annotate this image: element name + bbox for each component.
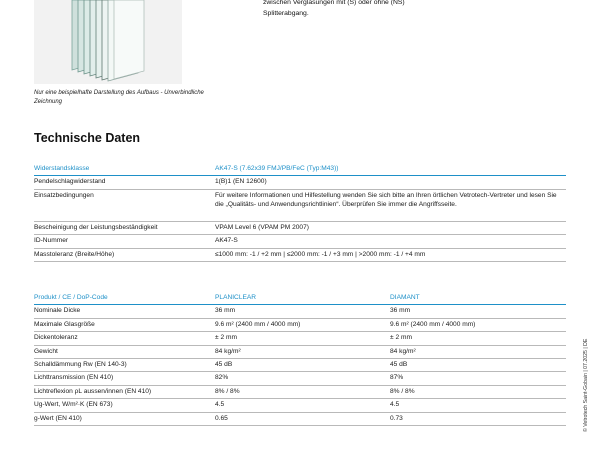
row-label: ID-Nummer [34, 237, 69, 245]
row-value: Für weitere Informationen und Hilfestellung wenden Sie sich bitte an Ihren örtlichen Vetrotech-Vertreter und lesen Sie die „Qualitäts- und Anwendungsrichtlinien“. Überprüfen Sie immer die Angriffsseite. [215, 191, 557, 209]
row-label: Nominale Dicke [34, 307, 81, 315]
row-value: ≤1000 mm: -1 / +2 mm | ≤2000 mm: -1 / +3 mm | >2000 mm: -1 / +4 mm [215, 250, 426, 258]
row-value-planiclear: 4.5 [215, 401, 225, 409]
table-row [34, 319, 566, 332]
row-value-planiclear: 9.6 m² (2400 mm / 4000 mm) [215, 320, 301, 328]
row-value-planiclear: 45 dB [215, 360, 233, 368]
top-note: zwischen Verglasungen mit (S) oder ohne (NS) Splitterabgang. [263, 0, 405, 17]
row-value-diamant: 9.6 m² (2400 mm / 4000 mm) [390, 320, 476, 328]
row-label: Ug-Wert, W/m²·K (EN 673) [34, 401, 113, 409]
row-label: Einsatzbedingungen [34, 191, 94, 199]
table-row [34, 190, 566, 222]
row-label: Lichttransmission (EN 410) [34, 374, 114, 382]
header-col-diamant: DIAMANT [390, 294, 420, 301]
table-row [34, 305, 566, 318]
table-header [34, 292, 566, 305]
header-label: Produkt / CE / DoP-Code [34, 294, 108, 301]
header-col-planiclear: PLANICLEAR [215, 294, 257, 301]
table-row [34, 372, 566, 385]
table-header [34, 163, 566, 176]
glass-layers-drawing [34, 0, 182, 84]
table-row [34, 359, 566, 372]
table-row [34, 176, 566, 189]
row-value-diamant: 0.73 [390, 414, 403, 422]
row-label: Bescheinigung der Leistungsbeständigkeit [34, 223, 158, 231]
row-label: Lichtreflexion ρL aussen/innen (EN 410) [34, 387, 152, 395]
row-value-planiclear: 36 mm [215, 307, 236, 315]
row-label: Maximale Glasgröße [34, 320, 95, 328]
row-value: 1(B)1 (EN 12600) [215, 178, 267, 186]
row-value-diamant: 45 dB [390, 360, 408, 368]
row-value-diamant: 87% [390, 374, 404, 382]
table-row [34, 413, 566, 426]
row-value-planiclear: 84 kg/m² [215, 347, 241, 355]
row-value: VPAM Level 6 (VPAM PM 2007) [215, 223, 309, 231]
row-value-planiclear: ± 2 mm [215, 334, 237, 342]
image-caption: Nur eine beispielhafte Darstellung des Aufbaus - Unverbindliche Zeichnung [34, 90, 204, 105]
row-label: Dickentoleranz [34, 334, 78, 342]
product-table [34, 292, 566, 426]
header-value: AK47-S (7.62x39 FMJ/PB/FeC (Typ:M43)) [215, 165, 339, 172]
row-value: AK47-S [215, 237, 238, 245]
row-value-diamant: 8% / 8% [390, 387, 415, 395]
footer-copyright: © Vetrotech Saint-Gobain | 07.2025 | DE [583, 338, 589, 432]
row-value-diamant: 84 kg/m² [390, 347, 416, 355]
section-title: Technische Daten [34, 131, 141, 145]
row-label: Schalldämmung Rw (EN 140-3) [34, 360, 127, 368]
product-illustration [34, 0, 182, 84]
row-label: g-Wert (EN 410) [34, 414, 82, 422]
row-label: Pendelschlagwiderstand [34, 178, 106, 186]
table-row [34, 235, 566, 248]
table-row [34, 399, 566, 412]
row-label: Masstoleranz (Breite/Höhe) [34, 250, 115, 258]
row-value-diamant: 4.5 [390, 401, 400, 409]
resistance-table [34, 163, 566, 262]
row-value-planiclear: 82% [215, 374, 229, 382]
row-value-diamant: ± 2 mm [390, 334, 412, 342]
row-value-diamant: 36 mm [390, 307, 411, 315]
header-label: Widerstandsklasse [34, 165, 90, 172]
table-row [34, 346, 566, 359]
table-row [34, 249, 566, 262]
table-row [34, 386, 566, 399]
table-row [34, 332, 566, 345]
row-label: Gewicht [34, 347, 58, 355]
row-value-planiclear: 0.65 [215, 414, 228, 422]
row-value-planiclear: 8% / 8% [215, 387, 240, 395]
table-row [34, 222, 566, 235]
